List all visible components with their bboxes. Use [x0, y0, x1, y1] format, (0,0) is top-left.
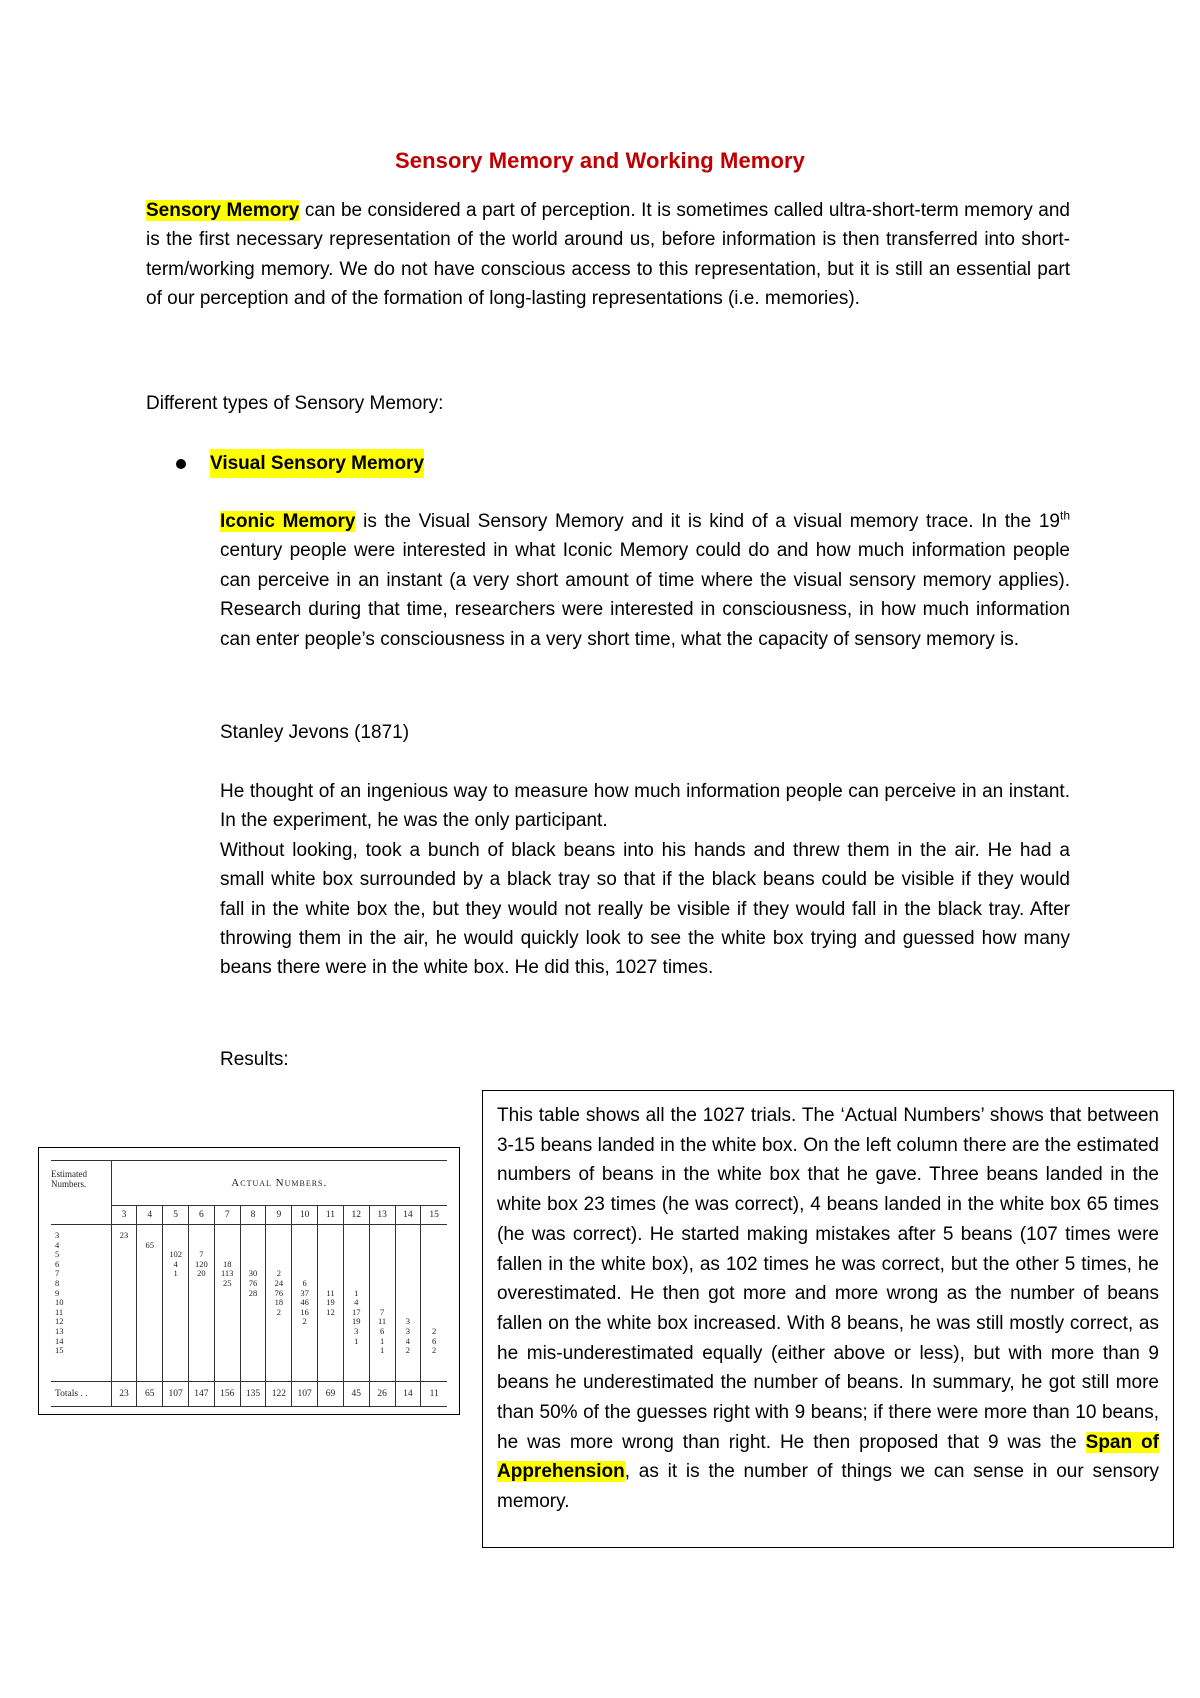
actual-number-header: 5: [163, 1206, 189, 1225]
experiment-paragraph: [220, 777, 1070, 983]
jevons-table: [51, 1160, 447, 1407]
iconic-text-b: century people were interested in what Iconic Memory could do and how much information people can perceive in an instant (a very short amount of time where the visual sensory memory applies). Research during that time, researchers were interested in consciousness, in how much information can enter people’s consciousness in a very short time, what the capacity of sensory memory is.: [220, 540, 1070, 650]
actual-number-header: 13: [369, 1206, 395, 1225]
actual-number-header: 7: [214, 1206, 240, 1225]
total-cell: 45: [343, 1382, 369, 1407]
count-column: 3 3 4 2: [395, 1225, 421, 1382]
estimated-numbers-column: 3 4 5 6 7 8 9 10 11 12 13 14 15: [55, 1230, 64, 1356]
stanley-heading: Stanley Jevons (1871): [220, 722, 410, 743]
count-column: 65: [137, 1225, 163, 1382]
actual-number-header: 3: [111, 1206, 137, 1225]
count-column: 18 113 25: [214, 1225, 240, 1382]
intro-text: can be considered a part of perception. It is sometimes called ultra-short-term memory and is the first necessary representation of the world around us, before information is then transferred into short-term/working memory. We do not have conscious access to this representation, but it is still an essential part of our perception and of the formation of long-lasting representations (i.e. memories).: [146, 200, 1070, 310]
actual-number-header: 11: [318, 1206, 344, 1225]
total-cell: 107: [292, 1382, 318, 1407]
actual-numbers-row: [51, 1206, 447, 1225]
iconic-text-a: is the Visual Sensory Memory and it is kind of a visual memory trace. In the 19: [355, 511, 1060, 532]
results-heading: Results:: [220, 1049, 289, 1070]
count-column: 2 6 2: [421, 1225, 447, 1382]
explanation-text: [497, 1101, 1159, 1517]
jevons-table-image: [38, 1147, 460, 1415]
total-cell: 122: [266, 1382, 292, 1407]
count-column: 11 19 12: [318, 1225, 344, 1382]
note-text-b: , as it is the number of things we can sense in our sensory memory.: [497, 1461, 1159, 1513]
iconic-superscript: th: [1059, 508, 1070, 523]
count-column: 30 76 28: [240, 1225, 266, 1382]
total-cell: 14: [395, 1382, 421, 1407]
bullet-label: Visual Sensory Memory: [210, 449, 424, 478]
experiment-line1: He thought of an ingenious way to measure how much information people can perceive in an instant. In the experiment, he was the only participant.: [220, 781, 1070, 832]
actual-number-header: 10: [292, 1206, 318, 1225]
highlight-sensory-memory: Sensory Memory: [146, 200, 300, 221]
table-row: [51, 1225, 447, 1382]
actual-number-header: 4: [137, 1206, 163, 1225]
totals-row: [51, 1382, 447, 1407]
total-cell: 156: [214, 1382, 240, 1407]
count-column: 102 4 1: [163, 1225, 189, 1382]
total-cell: 135: [240, 1382, 266, 1407]
actual-number-header: 9: [266, 1206, 292, 1225]
total-cell: 69: [318, 1382, 344, 1407]
actual-number-header: 12: [343, 1206, 369, 1225]
experiment-line2: Without looking, took a bunch of black beans into his hands and threw them in the air. He had a small white box surrounded by a black tray so that if the black beans could be visible if they would fall in the white box the, but they would not really be visible if they would fall in the black tray. After throwing them in the air, he would quickly look to see the white box trying and guessed how many beans there were in the white box. He did this, 1027 times.: [220, 839, 1070, 979]
count-column: 23: [111, 1225, 137, 1382]
totals-label: Totals . .: [51, 1382, 111, 1407]
actual-numbers-header: Actual Numbers.: [111, 1161, 447, 1206]
types-heading: Different types of Sensory Memory:: [146, 393, 444, 414]
intro-paragraph: [146, 196, 1070, 314]
actual-number-header: 15: [421, 1206, 447, 1225]
count-column: 2 24 76 18 2: [266, 1225, 292, 1382]
total-cell: 65: [137, 1382, 163, 1407]
bullet-visual-sensory-memory: [176, 449, 424, 478]
count-column: 7 120 20: [189, 1225, 215, 1382]
count-column: 7 11 6 1 1: [369, 1225, 395, 1382]
total-cell: 11: [421, 1382, 447, 1407]
page-title: Sensory Memory and Working Memory: [395, 148, 805, 173]
total-cell: 147: [189, 1382, 215, 1407]
actual-number-header: 8: [240, 1206, 266, 1225]
iconic-paragraph: [220, 507, 1070, 654]
actual-number-header: 6: [189, 1206, 215, 1225]
estimated-header: Estimated Numbers.: [51, 1161, 111, 1225]
total-cell: 107: [163, 1382, 189, 1407]
highlight-span-of-apprehension: Span of Apprehension: [497, 1431, 1159, 1483]
bullet-icon: [176, 459, 186, 469]
count-column: 6 37 46 16 2: [292, 1225, 318, 1382]
count-column: 1 4 17 19 3 1: [343, 1225, 369, 1382]
total-cell: 26: [369, 1382, 395, 1407]
explanation-box: [482, 1090, 1174, 1548]
note-text-a: This table shows all the 1027 trials. The ‘Actual Numbers’ shows that between 3-15 beans landed in the white box. On the left column there are the estimated numbers of beans in the white box that he gave. Three beans landed in the white box 23 times (he was correct), 4 beans landed in the white box 65 times (he was correct). He started making mistakes after 5 beans (107 times were fallen in the white box), as 102 times he was correct, but the other 5 times, he overestimated. He then got more and more wrong as the number of beans fallen on the white box increased. With 8 beans, he was still mostly correct, as he mis-underestimated equally (either above or less), but with more than 9 beans he underestimated the number of beans. In summary, he got still more than 50% of the guesses right with 9 beans; if there were more than 10 beans, he was more wrong than right. He then proposed that 9 was the: [497, 1105, 1159, 1453]
actual-number-header: 14: [395, 1206, 421, 1225]
total-cell: 23: [111, 1382, 137, 1407]
highlight-iconic-memory: Iconic Memory: [220, 511, 356, 532]
